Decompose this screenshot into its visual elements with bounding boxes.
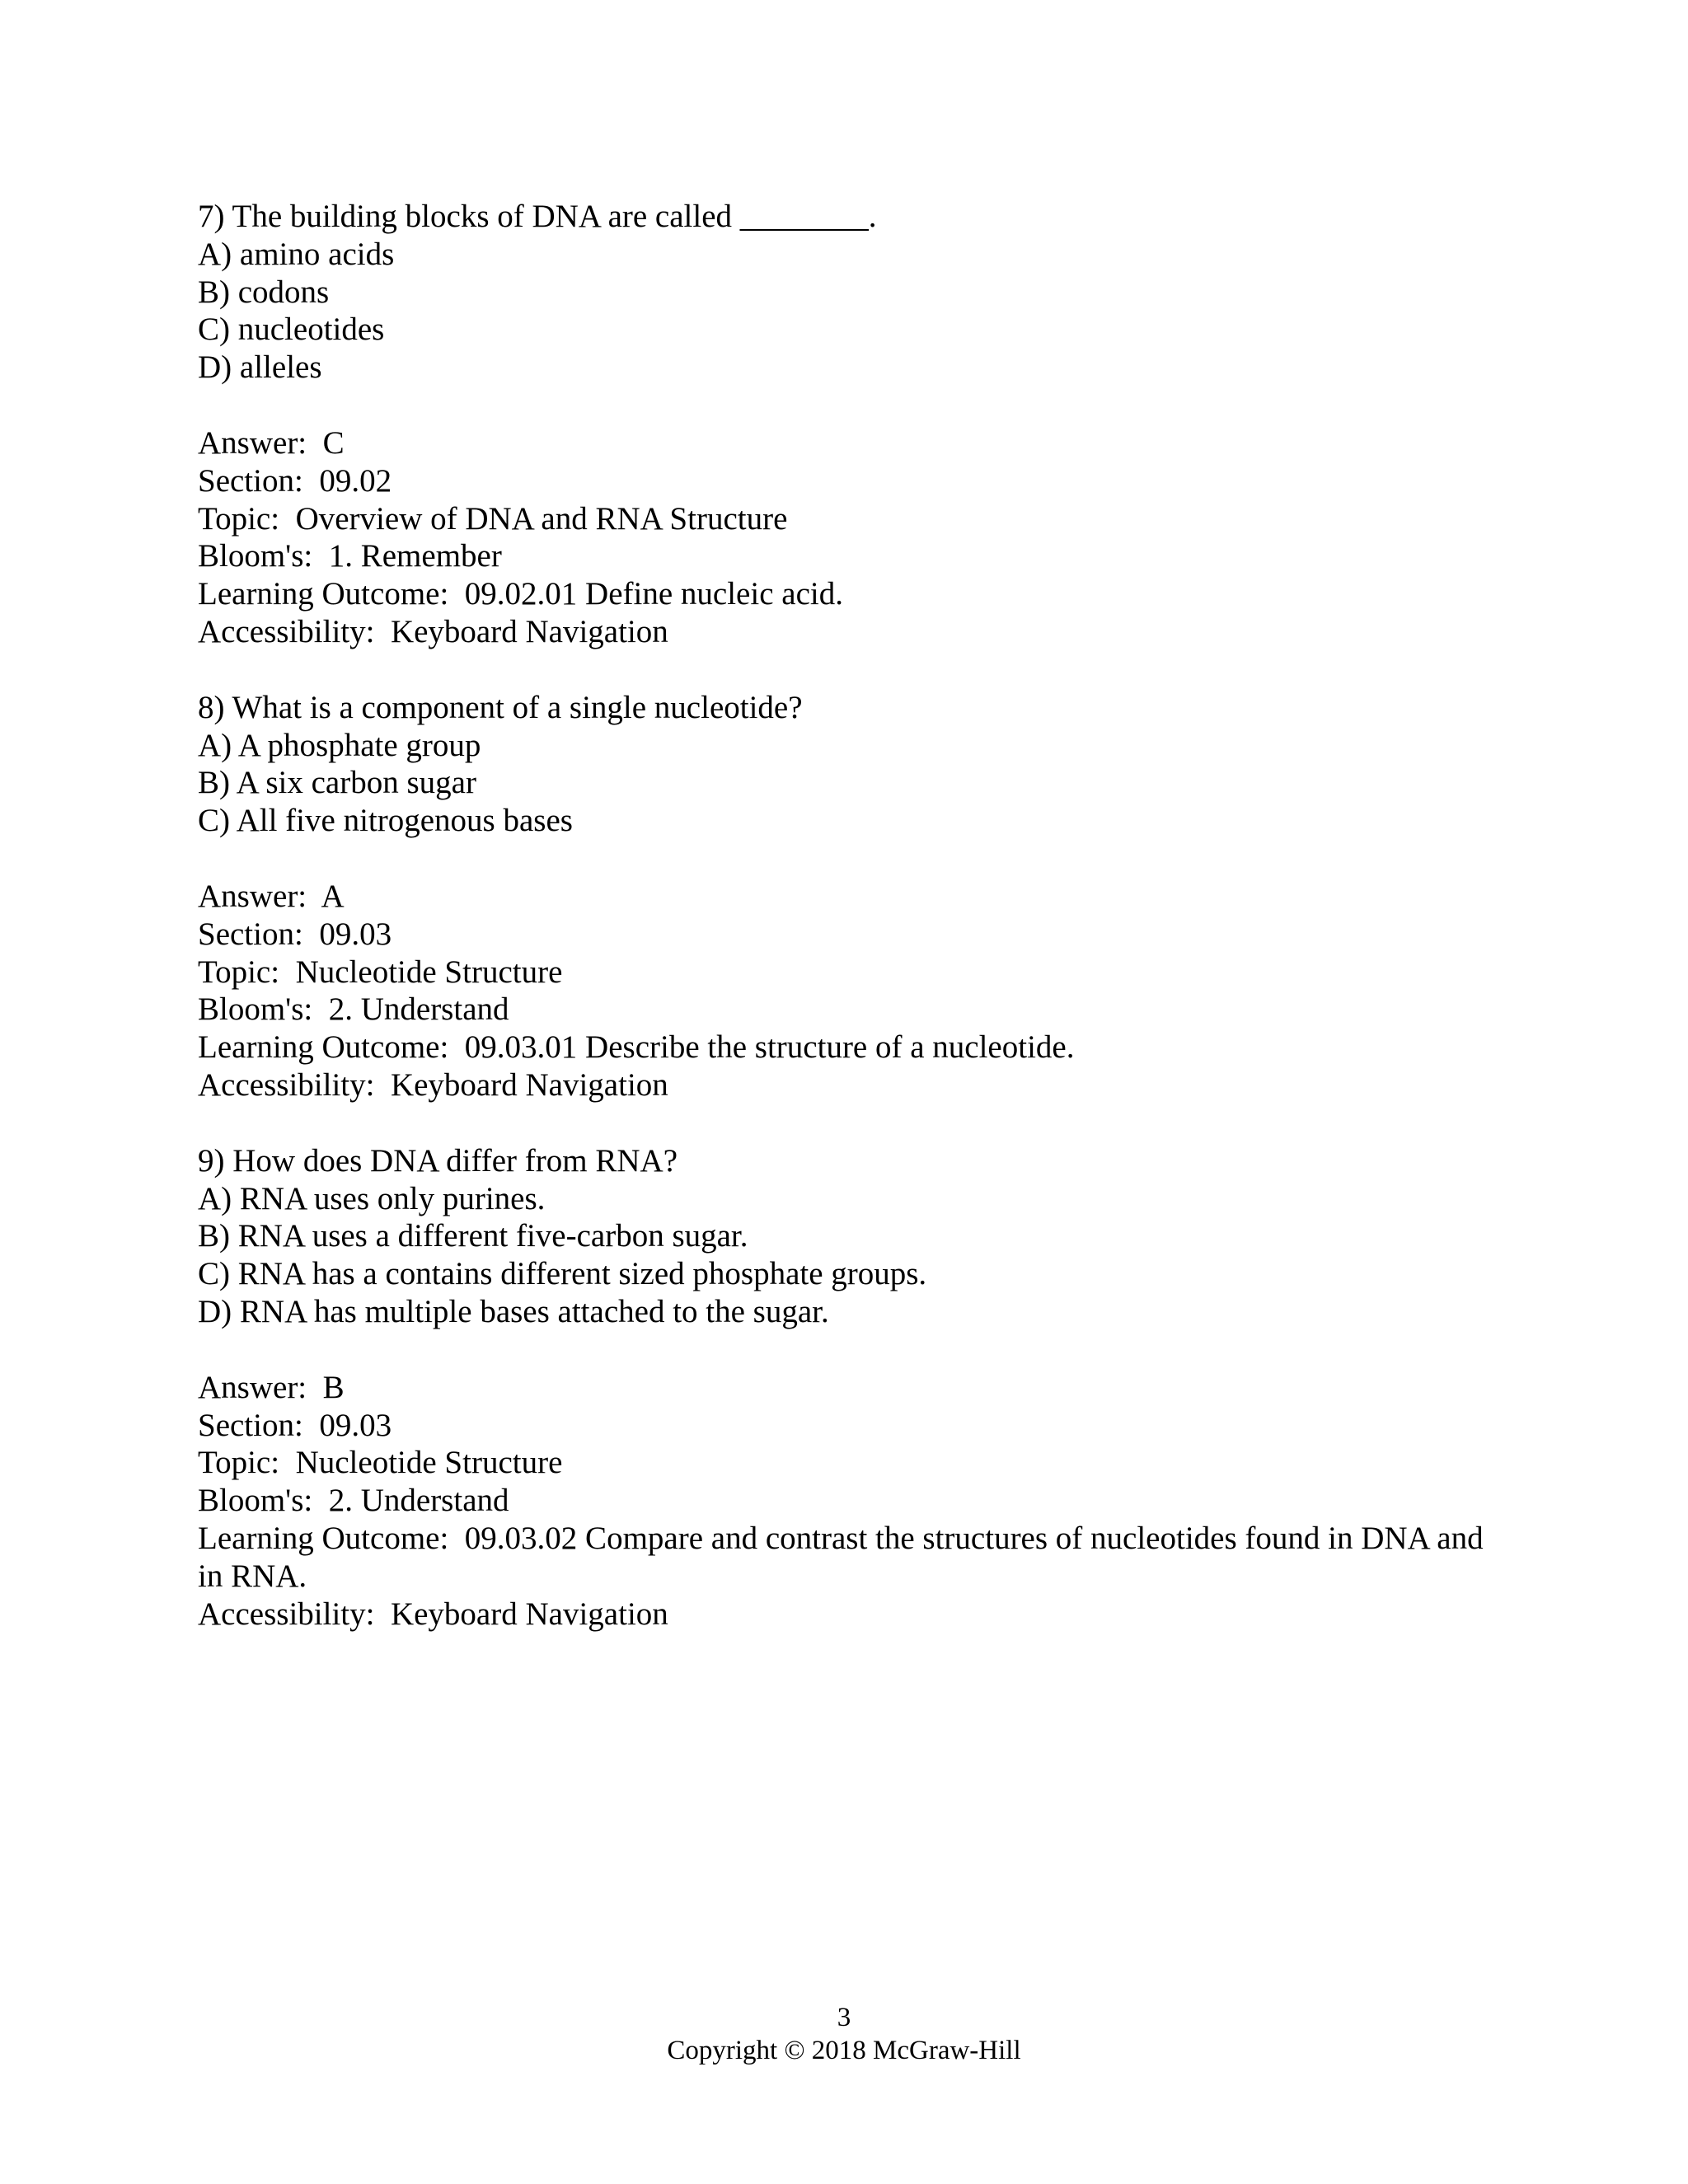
answer-key: Answer: C [198,424,345,461]
topic-info: Topic: Overview of DNA and RNA Structure [198,500,788,537]
answer-option: B) codons [198,274,330,310]
learning-outcome: Learning Outcome: 09.02.01 Define nucleic acid. [198,576,843,612]
answer-option: D) alleles [198,349,322,386]
blooms-info: Bloom's: 1. Remember [198,538,502,574]
blooms-info: Bloom's: 2. Understand [198,991,509,1028]
accessibility-info: Accessibility: Keyboard Navigation [198,1066,668,1103]
section-info: Section: 09.02 [198,462,392,499]
topic-info: Topic: Nucleotide Structure [198,954,563,990]
answer-option: C) RNA has a contains different sized phosphate groups. [198,1256,927,1292]
answer-option: A) A phosphate group [198,727,481,763]
question-block [198,198,1500,651]
section-info: Section: 09.03 [198,916,392,952]
question-stem: 7) The building blocks of DNA are called ________. [198,199,877,234]
page-number: 3 [837,2003,851,2032]
spacer [198,1104,1500,1142]
answer-option: D) RNA has multiple bases attached to the sugar. [198,1293,829,1329]
section-info: Section: 09.03 [198,1407,392,1443]
answer-option: A) RNA uses only purines. [198,1180,546,1216]
answer-key: Answer: A [198,878,345,914]
question-block [198,689,1500,1104]
accessibility-info: Accessibility: Keyboard Navigation [198,613,668,649]
answer-option: B) RNA uses a different five-carbon sugar. [198,1218,748,1254]
spacer [198,1331,1500,1369]
answer-option: C) nucleotides [198,312,385,348]
accessibility-info: Accessibility: Keyboard Navigation [198,1596,668,1632]
spacer [198,651,1500,689]
answer-option: C) All five nitrogenous bases [198,803,573,839]
learning-outcome: Learning Outcome: 09.03.02 Compare and contrast the structures of nucleotides found in DNA and in RNA. [198,1520,1492,1594]
blooms-info: Bloom's: 2. Understand [198,1483,509,1519]
question-stem: 8) What is a component of a single nucleotide? [198,689,803,725]
answer-key: Answer: B [198,1369,345,1405]
question-block [198,1142,1500,1633]
spacer [198,387,1500,424]
topic-info: Topic: Nucleotide Structure [198,1445,563,1481]
spacer [198,840,1500,878]
learning-outcome: Learning Outcome: 09.03.01 Describe the structure of a nucleotide. [198,1029,1075,1066]
question-stem: 9) How does DNA differ from RNA? [198,1142,678,1179]
answer-option: B) A six carbon sugar [198,765,476,801]
copyright-notice: Copyright © 2018 McGraw-Hill [667,2036,1021,2065]
answer-option: A) amino acids [198,236,395,272]
page-content [198,198,1500,1633]
